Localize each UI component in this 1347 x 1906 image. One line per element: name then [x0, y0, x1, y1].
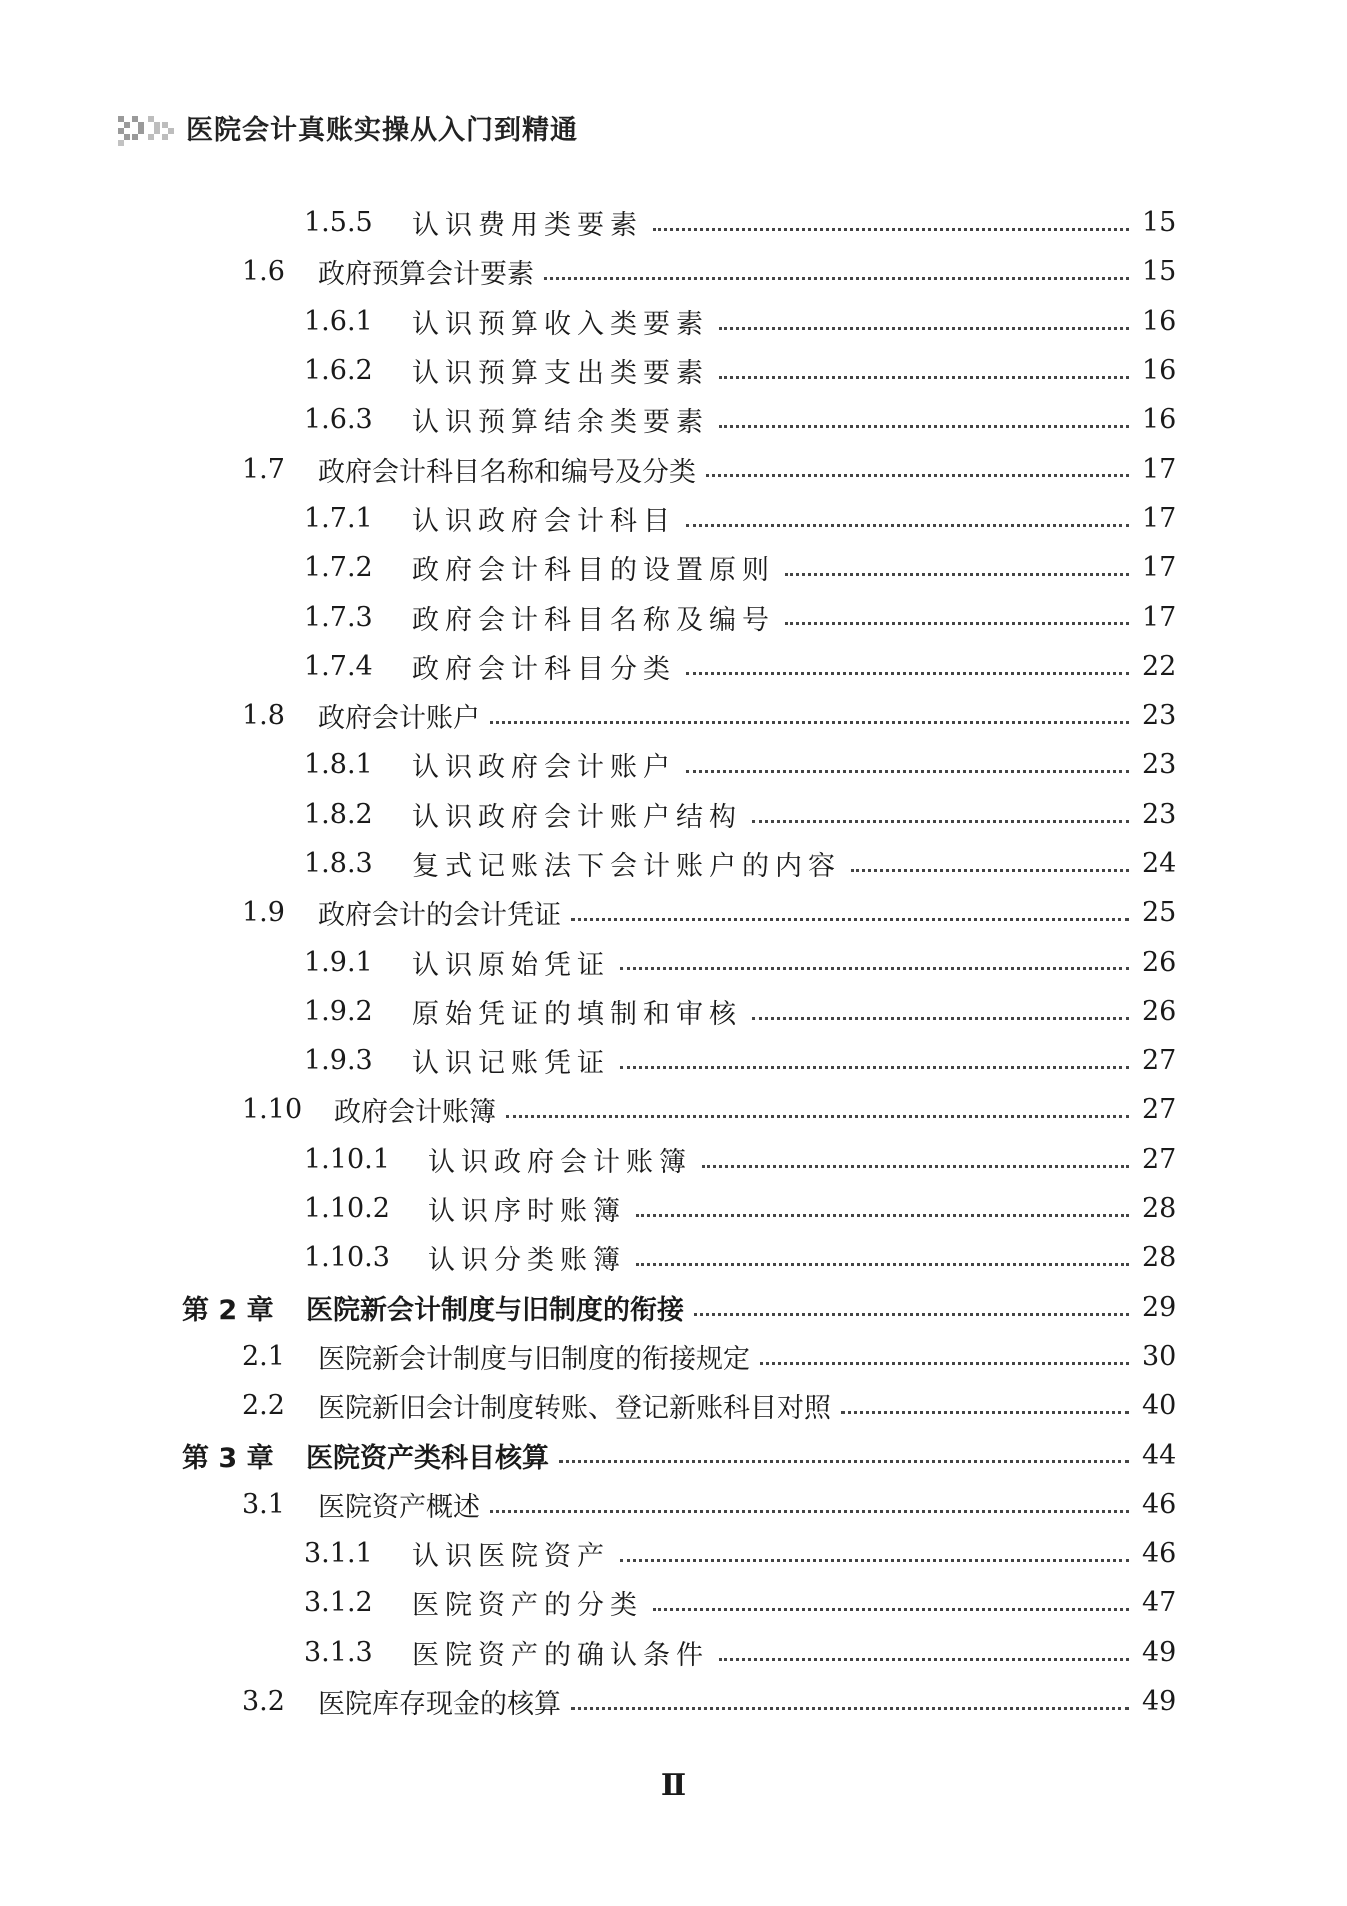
- toc-entry-title: 认识费用类要素: [412, 203, 649, 242]
- toc-entry-page: 15: [1142, 256, 1190, 287]
- toc-entry[interactable]: [0, 987, 1347, 1036]
- toc-entry-number: 1.7.1: [304, 502, 373, 534]
- toc-entry-number: 1.10.3: [304, 1242, 390, 1274]
- toc-entry-number: 1.10.1: [304, 1143, 390, 1175]
- toc-entry[interactable]: [0, 1677, 1347, 1726]
- toc-entry-page: 27: [1142, 1094, 1190, 1125]
- toc-entry-title: 政府会计科目分类: [412, 647, 682, 686]
- toc-entry[interactable]: [0, 1135, 1347, 1184]
- toc-entry-number: 1.9: [242, 897, 285, 929]
- toc-entry-title: 认识政府会计科目: [412, 499, 682, 538]
- toc-entry-title: 医院资产类科目核算: [306, 1436, 555, 1475]
- toc-entry[interactable]: [0, 1578, 1347, 1627]
- toc-entry-title: 复式记账法下会计账户的内容: [412, 844, 847, 883]
- toc-entry[interactable]: [0, 1036, 1347, 1085]
- toc-entry-title: 医院新旧会计制度转账、登记新账科目对照: [318, 1386, 837, 1425]
- toc-entry-page: 16: [1142, 355, 1190, 386]
- toc-dot-leader: [686, 524, 1129, 527]
- toc-entry[interactable]: [0, 1283, 1347, 1332]
- toc-entry[interactable]: [0, 839, 1347, 888]
- toc-entry-title: 认识预算结余类要素: [412, 400, 715, 439]
- toc-dot-leader: [620, 1559, 1129, 1562]
- toc-entry-number: 1.9.1: [304, 946, 373, 978]
- toc-entry-page: 22: [1142, 651, 1190, 682]
- toc-entry-page: 23: [1142, 700, 1190, 731]
- toc-dot-leader: [686, 770, 1129, 773]
- toc-entry-title: 政府会计科目名称和编号及分类: [318, 450, 702, 489]
- toc-entry-page: 26: [1142, 996, 1190, 1027]
- toc-entry[interactable]: [0, 395, 1347, 444]
- toc-dot-leader: [490, 721, 1129, 724]
- toc-entry-title: 政府会计账簿: [334, 1090, 502, 1129]
- toc-entry-number: 1.10.2: [304, 1193, 390, 1225]
- toc-entry-number: 1.8.1: [304, 749, 373, 781]
- toc-entry[interactable]: [0, 1480, 1347, 1529]
- toc-entry-page: 40: [1142, 1390, 1190, 1421]
- toc-entry-title: 认识医院资产: [412, 1534, 616, 1573]
- toc-dot-leader: [620, 967, 1129, 970]
- toc-entry[interactable]: [0, 888, 1347, 937]
- toc-entry-page: 28: [1142, 1242, 1190, 1273]
- toc-entry[interactable]: [0, 1430, 1347, 1479]
- toc-entry-title: 政府预算会计要素: [318, 252, 540, 291]
- toc-dot-leader: [719, 376, 1129, 379]
- toc-dot-leader: [841, 1411, 1129, 1414]
- toc-entry-title: 医院资产的确认条件: [412, 1633, 715, 1672]
- toc-entry-title: 认识政府会计账簿: [428, 1140, 698, 1179]
- toc-dot-leader: [752, 820, 1129, 823]
- toc-entry-number: 1.10: [242, 1094, 303, 1126]
- toc-entry[interactable]: [0, 198, 1347, 247]
- toc-entry[interactable]: [0, 642, 1347, 691]
- toc-dot-leader: [559, 1460, 1129, 1463]
- toc-dot-leader: [752, 1017, 1129, 1020]
- toc-entry[interactable]: [0, 740, 1347, 789]
- chevron-arrows-icon: [118, 110, 174, 146]
- toc-entry[interactable]: [0, 494, 1347, 543]
- toc-dot-leader: [620, 1066, 1129, 1069]
- toc-entry-page: 23: [1142, 799, 1190, 830]
- toc-entry-title: 认识预算收入类要素: [412, 302, 715, 341]
- toc-entry-page: 17: [1142, 503, 1190, 534]
- toc-dot-leader: [719, 1658, 1129, 1661]
- toc-entry[interactable]: [0, 790, 1347, 839]
- toc-entry-number: 1.9.2: [304, 995, 373, 1027]
- toc-entry-page: 30: [1142, 1341, 1190, 1372]
- toc-entry-page: 46: [1142, 1538, 1190, 1569]
- table-of-contents: [0, 198, 1347, 1726]
- toc-entry-title: 政府会计账户: [318, 696, 486, 735]
- toc-dot-leader: [571, 918, 1129, 921]
- toc-entry-number: 1.5.5: [304, 207, 373, 239]
- toc-entry-title: 认识原始凭证: [412, 943, 616, 982]
- toc-entry-number: 1.9.3: [304, 1045, 373, 1077]
- toc-entry-page: 46: [1142, 1489, 1190, 1520]
- toc-entry-number: 第 3 章: [182, 1442, 274, 1474]
- toc-entry-page: 49: [1142, 1686, 1190, 1717]
- toc-dot-leader: [785, 573, 1129, 576]
- toc-entry[interactable]: [0, 1381, 1347, 1430]
- toc-entry-title: 医院资产的分类: [412, 1583, 649, 1622]
- toc-entry[interactable]: [0, 691, 1347, 740]
- running-header: [118, 108, 578, 147]
- toc-entry-title: 政府会计的会计凭证: [318, 893, 567, 932]
- toc-entry-title: 认识记账凭证: [412, 1041, 616, 1080]
- toc-dot-leader: [490, 1510, 1129, 1513]
- toc-entry[interactable]: [0, 247, 1347, 296]
- toc-dot-leader: [785, 622, 1129, 625]
- toc-entry-number: 1.7.4: [304, 650, 373, 682]
- toc-entry-title: 政府会计科目名称及编号: [412, 598, 781, 637]
- toc-dot-leader: [653, 228, 1129, 231]
- toc-entry-number: 1.6: [242, 256, 285, 288]
- toc-dot-leader: [544, 277, 1129, 280]
- toc-entry[interactable]: [0, 592, 1347, 641]
- toc-entry-page: 17: [1142, 602, 1190, 633]
- toc-entry[interactable]: [0, 1529, 1347, 1578]
- toc-entry[interactable]: [0, 1184, 1347, 1233]
- toc-entry[interactable]: [0, 346, 1347, 395]
- toc-entry-page: 49: [1142, 1637, 1190, 1668]
- toc-entry-number: 1.8.2: [304, 798, 373, 830]
- toc-entry-number: 3.1: [242, 1488, 285, 1520]
- toc-dot-leader: [686, 672, 1129, 675]
- toc-entry-title: 原始凭证的填制和审核: [412, 992, 748, 1031]
- toc-dot-leader: [636, 1214, 1129, 1217]
- toc-entry-number: 3.1.3: [304, 1636, 373, 1668]
- toc-entry-title: 政府会计科目的设置原则: [412, 548, 781, 587]
- toc-dot-leader: [636, 1263, 1129, 1266]
- toc-entry-title: 认识政府会计账户: [412, 745, 682, 784]
- toc-entry-page: 17: [1142, 552, 1190, 583]
- toc-dot-leader: [653, 1608, 1129, 1611]
- toc-entry-page: 24: [1142, 848, 1190, 879]
- toc-dot-leader: [571, 1707, 1129, 1710]
- toc-entry-page: 26: [1142, 947, 1190, 978]
- toc-entry-page: 28: [1142, 1193, 1190, 1224]
- toc-entry-page: 23: [1142, 749, 1190, 780]
- toc-dot-leader: [702, 1165, 1129, 1168]
- toc-dot-leader: [851, 869, 1129, 872]
- toc-entry-number: 3.1.1: [304, 1538, 373, 1570]
- toc-entry-page: 27: [1142, 1144, 1190, 1175]
- toc-entry-page: 17: [1142, 454, 1190, 485]
- toc-entry-title: 认识预算支出类要素: [412, 351, 715, 390]
- toc-entry-page: 47: [1142, 1587, 1190, 1618]
- toc-entry-title: 医院新会计制度与旧制度的衔接: [306, 1288, 690, 1327]
- toc-entry-number: 1.7: [242, 453, 285, 485]
- book-title: 医院会计真账实操从入门到精通: [186, 115, 578, 146]
- toc-entry-number: 1.8.3: [304, 848, 373, 879]
- toc-entry[interactable]: [0, 937, 1347, 986]
- toc-entry[interactable]: [0, 543, 1347, 592]
- toc-entry-title: 医院新会计制度与旧制度的衔接规定: [318, 1337, 756, 1376]
- toc-entry[interactable]: [0, 444, 1347, 493]
- toc-entry[interactable]: [0, 1233, 1347, 1282]
- toc-entry-number: 1.7.3: [304, 601, 373, 633]
- toc-entry-number: 1.6.2: [304, 355, 373, 387]
- toc-entry-title: 认识序时账簿: [428, 1189, 632, 1228]
- toc-entry-title: 认识分类账簿: [428, 1238, 632, 1277]
- toc-entry-title: 医院库存现金的核算: [318, 1682, 567, 1721]
- toc-entry-page: 44: [1142, 1440, 1190, 1471]
- toc-dot-leader: [506, 1115, 1129, 1118]
- page-number: Ⅱ: [660, 1768, 687, 1803]
- toc-entry-number: 2.2: [242, 1390, 285, 1422]
- toc-dot-leader: [719, 425, 1129, 428]
- toc-entry-page: 29: [1142, 1292, 1190, 1323]
- toc-dot-leader: [760, 1362, 1129, 1365]
- toc-entry-page: 16: [1142, 306, 1190, 337]
- toc-entry-page: 16: [1142, 404, 1190, 435]
- toc-entry-title: 医院资产概述: [318, 1485, 486, 1524]
- toc-entry-number: 2.1: [242, 1340, 285, 1372]
- toc-entry-number: 3.2: [242, 1686, 285, 1718]
- toc-entry-number: 1.6.3: [304, 404, 373, 436]
- toc-entry-number: 1.8: [242, 700, 285, 732]
- toc-entry-title: 认识政府会计账户结构: [412, 795, 748, 834]
- toc-entry-number: 1.7.2: [304, 552, 373, 584]
- toc-entry-number: 3.1.2: [304, 1587, 373, 1619]
- toc-dot-leader: [694, 1313, 1129, 1316]
- toc-entry-page: 25: [1142, 897, 1190, 928]
- toc-dot-leader: [719, 327, 1129, 330]
- toc-entry[interactable]: [0, 297, 1347, 346]
- toc-entry-page: 15: [1142, 207, 1190, 238]
- toc-entry[interactable]: [0, 1332, 1347, 1381]
- toc-dot-leader: [706, 474, 1129, 477]
- toc-entry[interactable]: [0, 1628, 1347, 1677]
- toc-entry-number: 第 2 章: [182, 1294, 274, 1326]
- toc-entry-number: 1.6.1: [304, 305, 373, 337]
- toc-entry[interactable]: [0, 1085, 1347, 1134]
- toc-entry-page: 27: [1142, 1045, 1190, 1076]
